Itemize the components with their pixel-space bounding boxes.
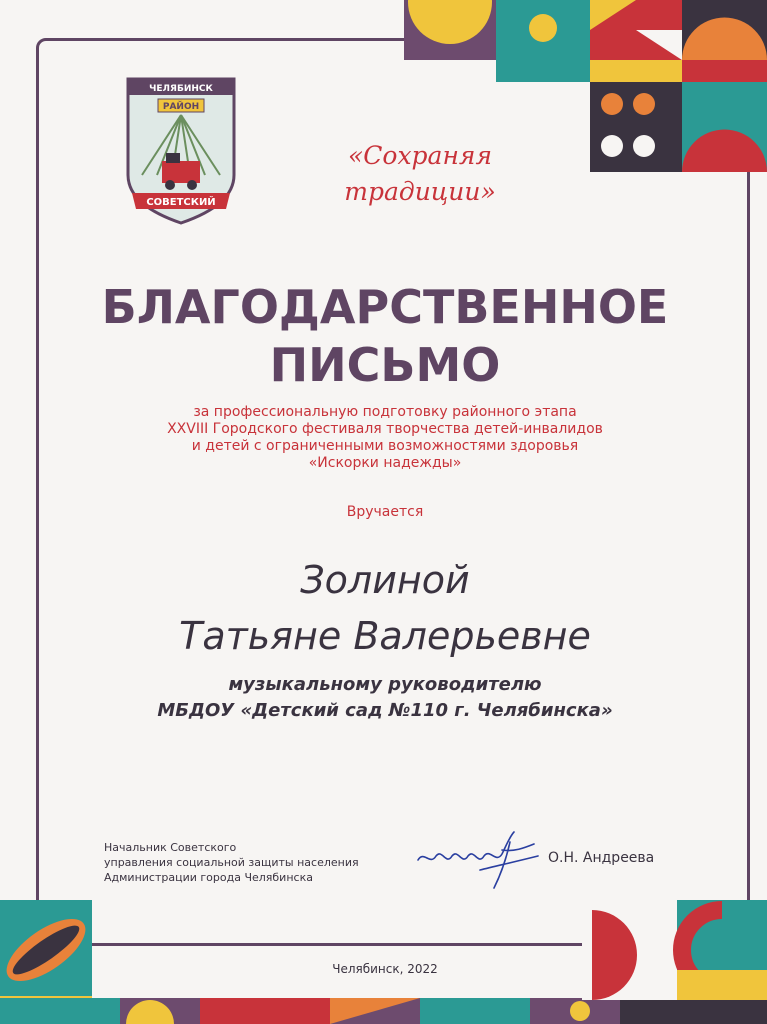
position-line: МБДОУ «Детский сад №110 г. Челябинска» — [157, 700, 613, 721]
signer-title-line: управления социальной защиты населения — [104, 856, 359, 869]
document-title — [60, 278, 710, 394]
emblem-bottom-label: СОВЕТСКИЙ — [146, 197, 216, 208]
district-emblem — [122, 75, 240, 227]
recipient-line: Татьяне Валерьевне — [179, 614, 591, 658]
decorative-strip-bottom — [0, 998, 767, 1024]
award-reason — [80, 404, 690, 472]
reason-line: и детей с ограниченными возможностями здоровья — [191, 438, 579, 454]
recipient-name — [60, 552, 710, 664]
emblem-city: ЧЕЛЯБИНСК — [149, 84, 213, 94]
slogan — [310, 138, 530, 210]
signer-name: О.Н. Андреева — [548, 850, 655, 866]
recipient-position — [60, 672, 710, 724]
handwritten-signature — [410, 826, 550, 892]
reason-line: за профессиональную подготовку районного этапа — [193, 404, 577, 420]
recipient-line: Золиной — [300, 558, 470, 602]
signer-title-line: Начальник Советского — [104, 841, 237, 854]
place-and-year: Челябинск, 2022 — [332, 962, 438, 976]
emblem-top-label: РАЙОН — [162, 102, 200, 112]
position-line: музыкальному руководителю — [228, 674, 542, 695]
signer-title — [104, 840, 424, 885]
awarded-label: Вручается — [346, 504, 424, 520]
reason-line: XXVIII Городского фестиваля творчества детей-инвалидов — [167, 421, 603, 437]
signer-title-line: Администрации города Челябинска — [104, 871, 313, 884]
decorative-mosaic-bottom-right — [582, 900, 767, 1000]
title-line: ПИСЬМО — [269, 338, 501, 392]
slogan-line: традиции» — [344, 177, 496, 206]
title-line: БЛАГОДАРСТВЕННОЕ — [101, 280, 669, 334]
reason-line: «Искорки надежды» — [308, 455, 462, 471]
slogan-line: «Сохраняя — [347, 141, 493, 170]
